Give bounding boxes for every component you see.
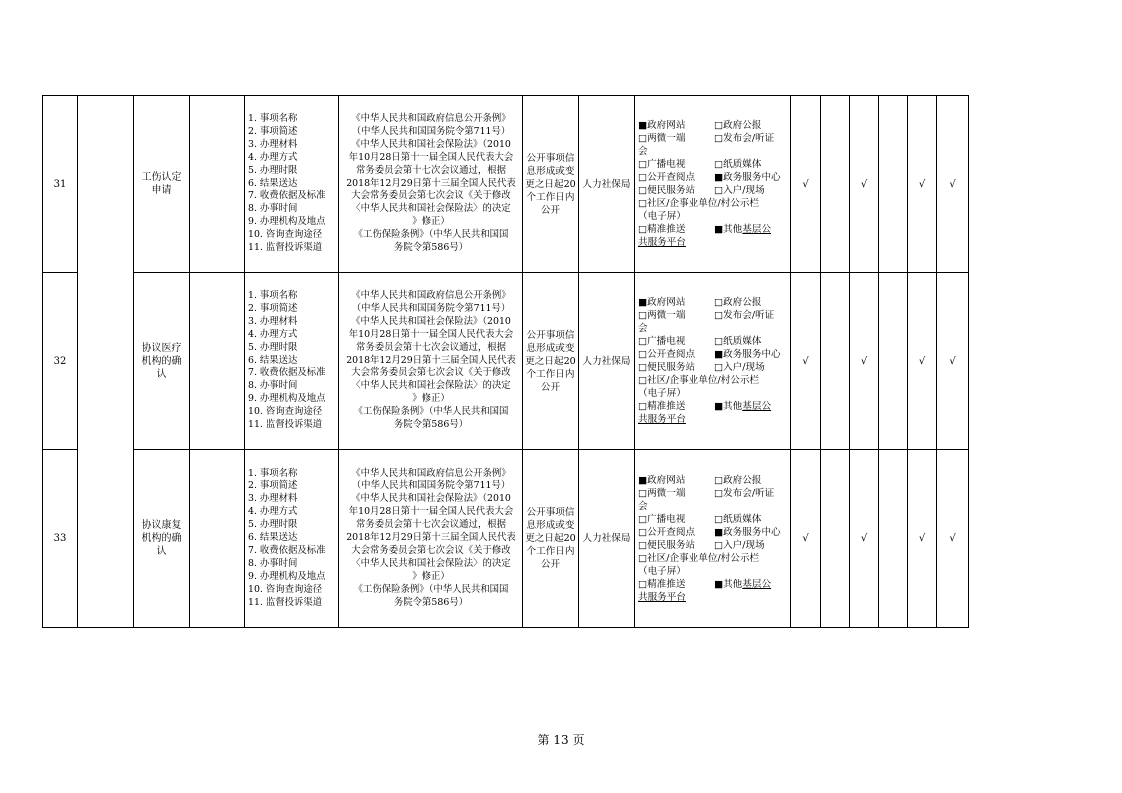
basis-line: 》修正） xyxy=(412,216,450,228)
channel-option: □公开查阅点 xyxy=(638,172,696,183)
list-item: 7. 收费依据及标准 xyxy=(248,190,326,202)
table-row xyxy=(43,450,969,628)
list-item: 3. 办理材料 xyxy=(248,138,298,150)
list-item: 1. 事项名称 xyxy=(248,467,298,479)
check-cell: √ xyxy=(850,273,879,450)
channel-option: □社区/企事业单位/村公示栏 xyxy=(638,198,760,209)
check-cell: √ xyxy=(937,96,969,273)
basis-line: （中华人民共和国国务院令第711号） xyxy=(351,125,511,137)
item-name: 协议医疗机构的确认 xyxy=(134,273,190,450)
department: 人力社保局 xyxy=(579,273,635,450)
channel-option: □两微一端 xyxy=(638,310,686,321)
list-item: 6. 结果送达 xyxy=(248,532,298,544)
channel-other-text: 基层公 xyxy=(742,401,772,412)
list-item: 3. 办理材料 xyxy=(248,315,298,327)
basis-line: 务院令第586号） xyxy=(393,242,469,254)
list-item: 1. 事项名称 xyxy=(248,113,298,125)
channel-option: □两微一端 xyxy=(638,487,686,499)
basis-line: 大会常务委员会第七次会议《关于修改 xyxy=(351,190,511,202)
channel-option: □政府公报 xyxy=(714,120,762,131)
basis-line: 大会常务委员会第七次会议《关于修改 xyxy=(351,544,511,556)
channel-option: ■政府网站 xyxy=(638,297,686,308)
list-item: 8. 办事时间 xyxy=(248,557,298,569)
check-cell xyxy=(879,96,908,273)
basis-cell xyxy=(339,450,523,628)
page-footer xyxy=(0,731,1122,748)
channel-option: □便民服务站 xyxy=(638,539,696,551)
channel-option: □政府公报 xyxy=(714,474,762,486)
basis-line: 《工伤保险条例》（中华人民共和国国 xyxy=(353,583,509,595)
check-cell: √ xyxy=(908,273,937,450)
channel-option: ■政府网站 xyxy=(638,474,686,486)
basis-line: 务院令第586号） xyxy=(393,596,469,608)
channel-option: □发布会/听证 xyxy=(714,310,775,321)
channel-option: ■政府网站 xyxy=(638,120,686,131)
basis-line: 年10月28日第十一届全国人民代表大会 xyxy=(348,506,514,518)
channel-option: ■其他 xyxy=(714,401,743,412)
basis-line: 《中华人民共和国政府信息公开条例》 xyxy=(351,290,511,302)
list-item: 10. 咨询查询途径 xyxy=(248,406,323,418)
check-cell: √ xyxy=(791,450,821,628)
list-item: 11. 监督投诉渠道 xyxy=(248,242,323,254)
channel-option: □纸质媒体 xyxy=(714,513,762,525)
basis-line: 大会常务委员会第七次会议《关于修改 xyxy=(351,367,511,379)
basis-line: 2018年12月29日第十三届全国人民代表 xyxy=(346,532,516,544)
check-cell: √ xyxy=(937,450,969,628)
basis-line: 《中华人民共和国社会保险法》（2010 xyxy=(351,315,511,327)
list-item: 5. 办理时限 xyxy=(248,519,298,531)
channel-option: ■其他 xyxy=(714,224,743,235)
basis-line: 常务委员会第十七次会议通过，根据 xyxy=(355,341,506,353)
basis-line: 常务委员会第十七次会议通过，根据 xyxy=(355,519,506,531)
channel-option: 会 xyxy=(638,500,648,512)
channel-option: □入户/现场 xyxy=(714,539,765,551)
row-number: 31 xyxy=(43,96,78,273)
channel-option: （电子屏） xyxy=(638,388,686,399)
channel-other-text: 共服务平台 xyxy=(638,414,686,425)
basis-line: 《工伤保险条例》（中华人民共和国国 xyxy=(353,229,509,241)
channel-option: □广播电视 xyxy=(638,159,686,170)
channel-option: □广播电视 xyxy=(638,336,686,347)
basis-line: 年10月28日第十一届全国人民代表大会 xyxy=(348,151,514,163)
channel-option: □入户/现场 xyxy=(714,362,765,373)
list-item: 4. 办理方式 xyxy=(248,151,298,163)
list-item: 10. 咨询查询途径 xyxy=(248,583,323,595)
channel-other-text: 共服务平台 xyxy=(638,591,686,603)
list-item: 2. 事项简述 xyxy=(248,302,298,314)
basis-line: （中华人民共和国国务院令第711号） xyxy=(351,480,511,492)
list-item: 5. 办理时限 xyxy=(248,341,298,353)
list-item: 9. 办理机构及地点 xyxy=(248,393,326,405)
basis-line: 务院令第586号） xyxy=(393,419,469,431)
channel-option: ■政务服务中心 xyxy=(714,349,781,360)
list-item: 7. 收费依据及标准 xyxy=(248,544,326,556)
channel-option: □精准推送 xyxy=(638,224,686,235)
disclosure-table xyxy=(42,95,969,628)
channel-other-text: 基层公 xyxy=(742,224,772,235)
check-cell: √ xyxy=(791,273,821,450)
channel-cell xyxy=(635,273,791,450)
empty-cell xyxy=(190,273,245,450)
channel-option: □社区/企事业单位/村公示栏 xyxy=(638,375,760,386)
channel-other-text: 共服务平台 xyxy=(638,237,686,248)
channel-option: □两微一端 xyxy=(638,133,686,144)
list-item: 8. 办事时间 xyxy=(248,203,298,215)
channel-option: 会 xyxy=(638,323,648,334)
channel-option: □便民服务站 xyxy=(638,185,696,196)
check-cell: √ xyxy=(850,450,879,628)
channel-cell xyxy=(635,96,791,273)
channel-option: □精准推送 xyxy=(638,578,686,590)
department: 人力社保局 xyxy=(579,96,635,273)
basis-line: 》修正） xyxy=(412,393,450,405)
department: 人力社保局 xyxy=(579,450,635,628)
content-list xyxy=(245,450,339,628)
list-item: 10. 咨询查询途径 xyxy=(248,229,323,241)
check-cell xyxy=(821,273,850,450)
channel-option: （电子屏） xyxy=(638,211,686,222)
basis-line: 《工伤保险条例》（中华人民共和国国 xyxy=(353,406,509,418)
list-item: 3. 办理材料 xyxy=(248,493,298,505)
channel-option: ■政务服务中心 xyxy=(714,172,781,183)
channel-option: □广播电视 xyxy=(638,513,686,525)
basis-line: 2018年12月29日第十三届全国人民代表 xyxy=(346,354,516,366)
check-cell: √ xyxy=(850,96,879,273)
channel-option: （电子屏） xyxy=(638,565,686,577)
check-cell xyxy=(879,273,908,450)
list-item: 7. 收费依据及标准 xyxy=(248,367,326,379)
empty-cell xyxy=(190,450,245,628)
list-item: 4. 办理方式 xyxy=(248,506,298,518)
time-limit: 公开事项信息形成或变更之日起20个工作日内公开 xyxy=(523,96,579,273)
channel-option: □政府公报 xyxy=(714,297,762,308)
check-cell xyxy=(821,450,850,628)
check-cell: √ xyxy=(791,96,821,273)
list-item: 2. 事项简述 xyxy=(248,480,298,492)
basis-cell xyxy=(339,96,523,273)
list-item: 1. 事项名称 xyxy=(248,290,298,302)
table-row xyxy=(43,96,969,273)
basis-line: 《中华人民共和国社会保险法》（2010 xyxy=(351,493,511,505)
check-cell: √ xyxy=(908,96,937,273)
basis-line: 〈中华人民共和国社会保险法〉的决定 xyxy=(351,557,511,569)
time-limit: 公开事项信息形成或变更之日起20个工作日内公开 xyxy=(523,273,579,450)
basis-line: 《中华人民共和国政府信息公开条例》 xyxy=(351,467,511,479)
content-list xyxy=(245,96,339,273)
channel-option: □公开查阅点 xyxy=(638,349,696,360)
list-item: 5. 办理时限 xyxy=(248,164,298,176)
list-item: 6. 结果送达 xyxy=(248,354,298,366)
table-row xyxy=(43,273,969,450)
basis-line: 《中华人民共和国政府信息公开条例》 xyxy=(351,113,511,125)
check-cell: √ xyxy=(937,273,969,450)
channel-option: □便民服务站 xyxy=(638,362,696,373)
channel-option: □发布会/听证 xyxy=(714,133,775,144)
check-cell xyxy=(821,96,850,273)
page-number: 13 xyxy=(553,733,569,747)
time-limit: 公开事项信息形成或变更之日起20个工作日内公开 xyxy=(523,450,579,628)
basis-line: 年10月28日第十一届全国人民代表大会 xyxy=(348,328,514,340)
item-name: 协议康复机构的确认 xyxy=(134,450,190,628)
list-item: 9. 办理机构及地点 xyxy=(248,570,326,582)
basis-line: 》修正） xyxy=(412,570,450,582)
channel-other-text: 基层公 xyxy=(742,578,772,590)
list-item: 6. 结果送达 xyxy=(248,177,298,189)
footer-suffix: 页 xyxy=(572,733,585,747)
channel-option: ■其他 xyxy=(714,578,743,590)
check-cell xyxy=(879,450,908,628)
basis-line: 〈中华人民共和国社会保险法〉的决定 xyxy=(351,203,511,215)
channel-cell xyxy=(635,450,791,628)
basis-cell xyxy=(339,273,523,450)
channel-option: □公开查阅点 xyxy=(638,526,696,538)
channel-option: □精准推送 xyxy=(638,401,686,412)
check-cell: √ xyxy=(908,450,937,628)
list-item: 11. 监督投诉渠道 xyxy=(248,596,323,608)
category-cell xyxy=(78,96,134,628)
channel-option: ■政务服务中心 xyxy=(714,526,781,538)
item-name: 工伤认定申请 xyxy=(134,96,190,273)
row-number: 32 xyxy=(43,273,78,450)
basis-line: 2018年12月29日第十三届全国人民代表 xyxy=(346,177,516,189)
channel-option: □入户/现场 xyxy=(714,185,765,196)
channel-option: □社区/企事业单位/村公示栏 xyxy=(638,552,760,564)
basis-line: 《中华人民共和国社会保险法》（2010 xyxy=(351,138,511,150)
list-item: 4. 办理方式 xyxy=(248,328,298,340)
channel-option: 会 xyxy=(638,146,648,157)
empty-cell xyxy=(190,96,245,273)
row-number: 33 xyxy=(43,450,78,628)
channel-option: □纸质媒体 xyxy=(714,336,762,347)
list-item: 8. 办事时间 xyxy=(248,380,298,392)
channel-option: □发布会/听证 xyxy=(714,487,775,499)
basis-line: （中华人民共和国国务院令第711号） xyxy=(351,302,511,314)
list-item: 9. 办理机构及地点 xyxy=(248,216,326,228)
footer-prefix: 第 xyxy=(537,733,550,747)
content-list xyxy=(245,273,339,450)
list-item: 2. 事项简述 xyxy=(248,125,298,137)
basis-line: 常务委员会第十七次会议通过，根据 xyxy=(355,164,506,176)
basis-line: 〈中华人民共和国社会保险法〉的决定 xyxy=(351,380,511,392)
list-item: 11. 监督投诉渠道 xyxy=(248,419,323,431)
channel-option: □纸质媒体 xyxy=(714,159,762,170)
